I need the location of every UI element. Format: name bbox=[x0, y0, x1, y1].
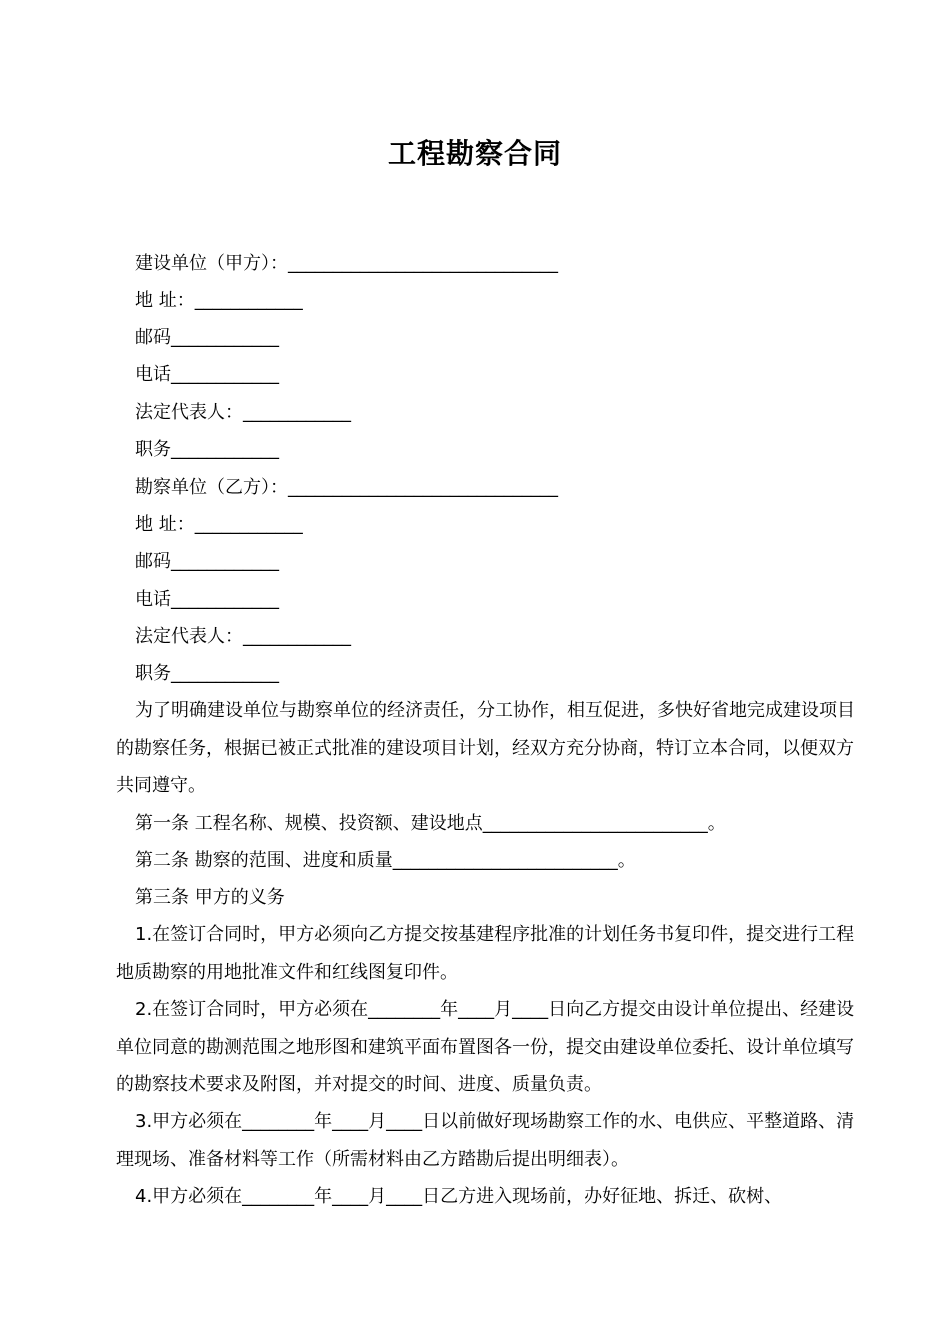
party-a-position-field: 职务____________ bbox=[135, 439, 279, 460]
article-2: 第二条 勘察的范围、进度和质量_________________________。 bbox=[135, 850, 636, 871]
party-a-name-field: 建设单位（甲方）：______________________________ bbox=[135, 253, 558, 274]
article-1: 第一条 工程名称、规模、投资额、建设地点_________________________。 bbox=[135, 813, 726, 834]
party-a-address-field: 地 址：____________ bbox=[135, 290, 303, 311]
party-b-address-field: 地 址：____________ bbox=[135, 514, 303, 535]
party-b-legal-rep-field: 法定代表人：____________ bbox=[135, 626, 351, 647]
article-3-item-2: 2.在签订合同时，甲方必须在________年____月____日向乙方提交由设计单位提出、经建设单位同意的勘测范围之地形图和建筑平面布置图各一份，提交由建设单位委托、设计单位填写的勘察技术要求及附图，并对提交的时间、进度、质量负责。 bbox=[116, 999, 855, 1095]
intro-paragraph: 为了明确建设单位与勘察单位的经济责任，分工协作，相互促进，多快好省地完成建设项目的勘察任务，根据已被正式批准的建设项目计划，经双方充分协商，特订立本合同，以便双方共同遵守。 bbox=[116, 700, 855, 796]
article-3-item-4: 4.甲方必须在________年____月____日乙方进入现场前，办好征地、拆迁、砍树、 bbox=[135, 1186, 783, 1207]
article-3-item-1: 1.在签订合同时，甲方必须向乙方提交按基建程序批准的计划任务书复印件，提交进行工程地质勘察的用地批准文件和红线图复印件。 bbox=[116, 924, 855, 983]
party-a-postcode-field: 邮码____________ bbox=[135, 327, 279, 348]
party-b-postcode-field: 邮码____________ bbox=[135, 551, 279, 572]
article-3-item-3: 3.甲方必须在________年____月____日以前做好现场勘察工作的水、电供应、平整道路、清理现场、准备材料等工作（所需材料由乙方踏勘后提出明细表）。 bbox=[116, 1111, 855, 1170]
party-a-phone-field: 电话____________ bbox=[135, 364, 279, 385]
document-title: 工程勘察合同 bbox=[387, 137, 562, 170]
party-b-position-field: 职务____________ bbox=[135, 663, 279, 684]
party-b-name-field: 勘察单位（乙方）：______________________________ bbox=[135, 477, 558, 498]
article-3-heading: 第三条 甲方的义务 bbox=[135, 887, 285, 908]
party-b-phone-field: 电话____________ bbox=[135, 589, 279, 610]
party-a-legal-rep-field: 法定代表人：____________ bbox=[135, 402, 351, 423]
